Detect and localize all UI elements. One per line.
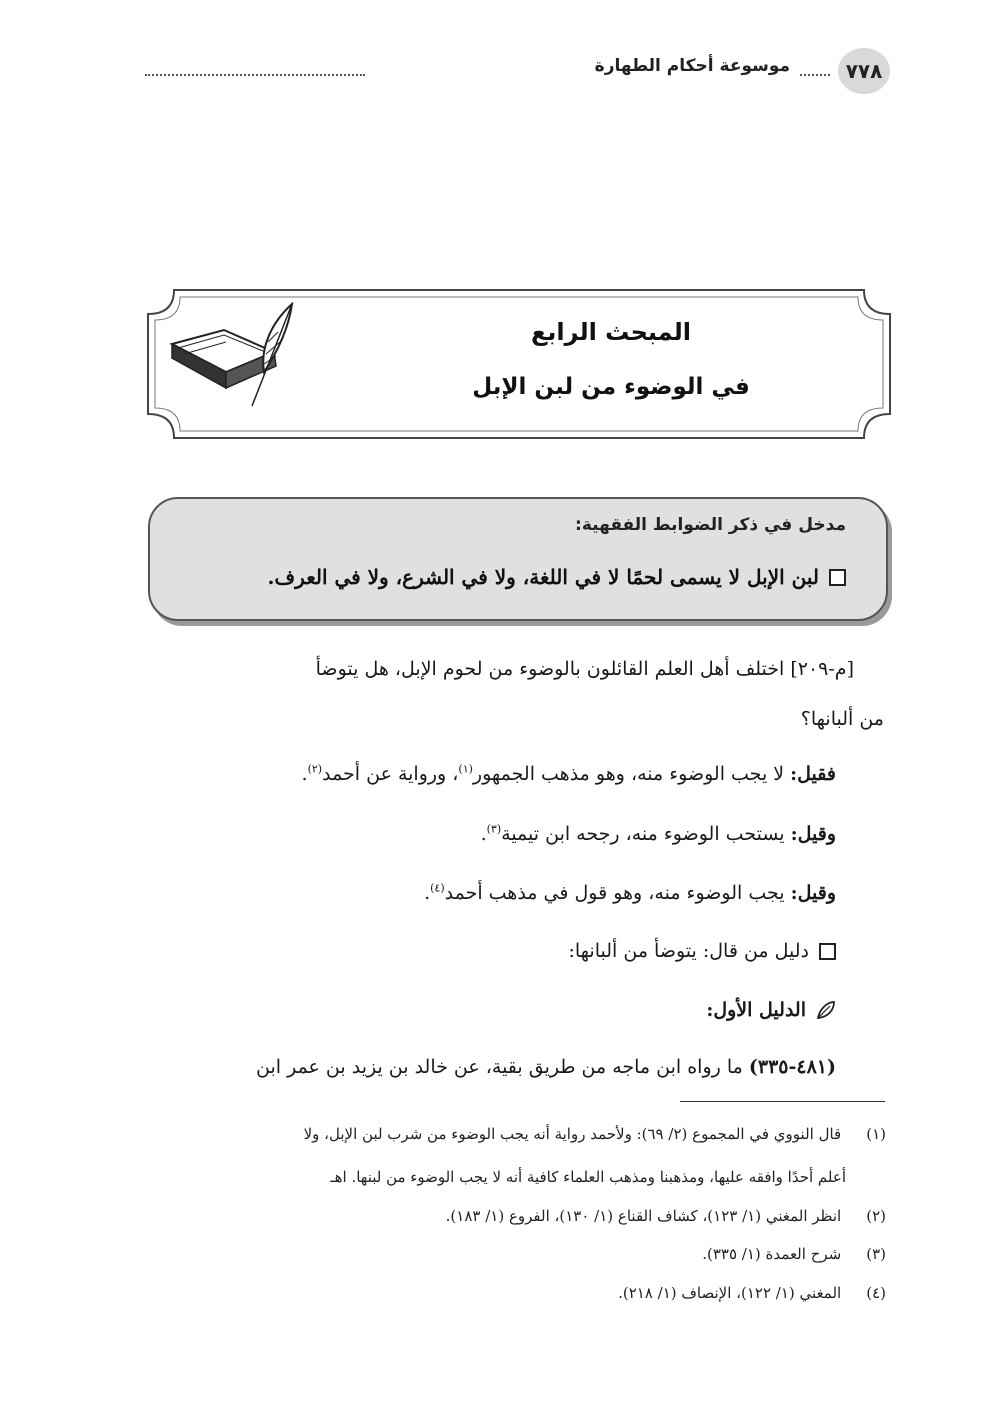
opinion-1-text-2: ، ورواية عن أحمد <box>322 763 459 785</box>
header-dots-left <box>145 74 365 76</box>
footnote-1-cont: أعلم أحدًا وافقه عليها، ومذهبنا ومذهب العلماء كافية أنه لا يجب الوضوء من لبنها. اهـ <box>330 1168 846 1186</box>
footnote-ref-2[interactable]: (٢) <box>307 762 323 776</box>
chapter-title: المبحث الرابع <box>531 318 691 346</box>
footnote-2-text: انظر المغني (١/ ١٢٣)، كشاف القناع (١/ ١٣٠)، الفروع (١/ ١٨٣). <box>445 1207 842 1225</box>
footnote-4 <box>618 1284 886 1302</box>
footnote-4-text: المغني (١/ ١٢٢)، الإنصاف (١/ ٢١٨). <box>618 1284 842 1302</box>
intro-rule <box>267 565 846 589</box>
intro-heading: مدخل في ذكر الضوابط الفقهية: <box>575 515 846 535</box>
footnote-3-num: (٣) <box>866 1245 886 1263</box>
footnote-separator <box>680 1101 885 1102</box>
book-title: موسوعة أحكام الطهارة <box>589 56 796 76</box>
footnote-1-num: (١) <box>866 1125 886 1143</box>
opinion-2-end: . <box>480 823 487 845</box>
opinion-2 <box>480 822 836 845</box>
checkbox-icon <box>819 943 836 960</box>
leaf-bullet-icon <box>816 1000 836 1020</box>
opinion-3-lead: وقيل: <box>790 882 836 904</box>
opinion-3 <box>424 881 836 904</box>
footnote-2-num: (٢) <box>866 1207 886 1225</box>
intro-box <box>148 497 888 621</box>
header-dots-right <box>800 74 830 76</box>
footnote-2 <box>446 1207 886 1225</box>
hadith-line <box>256 1058 836 1077</box>
page-header <box>145 48 890 98</box>
footnote-4-num: (٤) <box>866 1284 886 1302</box>
checkbox-icon <box>829 569 846 586</box>
hadith-text: ما رواه ابن ماجه من طريق بقية، عن خالد بن يزيد بن عمر ابن <box>256 1056 749 1078</box>
footnote-3-text: شرح العمدة (١/ ٣٣٥). <box>702 1245 842 1263</box>
opinion-2-text: يستحب الوضوء منه، رجحه ابن تيمية <box>501 823 791 845</box>
opinion-1-text: لا يجب الوضوء منه، وهو مذهب الجمهور <box>472 763 791 785</box>
footnote-1-line-1: قال النووي في المجموع (٢/ ٦٩): ولأحمد رواية أنه يجب الوضوء من شرب لبن الإبل، ولا <box>303 1125 842 1143</box>
footnote-ref-1[interactable]: (١) <box>458 762 473 776</box>
chapter-subtitle: في الوضوء من لبن الإبل <box>472 374 750 400</box>
footnote-3 <box>702 1245 886 1263</box>
issue-line-1: [م-٢٠٩] اختلف أهل العلم القائلون بالوضوء من لحوم الإبل، هل يتوضأ <box>315 658 854 680</box>
footnote-ref-4[interactable]: (٤) <box>430 881 445 895</box>
opinion-3-text: يجب الوضوء منه، وهو قول في مذهب أحمد <box>444 882 791 904</box>
first-evidence <box>706 1000 836 1020</box>
opinion-1-lead: فقيل: <box>790 763 836 785</box>
footnote-ref-3[interactable]: (٣) <box>486 822 502 836</box>
footnote-1 <box>304 1125 886 1143</box>
opinion-1 <box>301 762 836 785</box>
hadith-number: (٤٨١-٣٣٥) <box>748 1056 836 1078</box>
opinion-2-lead: وقيل: <box>790 823 836 845</box>
chapter-title-frame <box>146 288 892 440</box>
evidence-heading <box>568 942 836 961</box>
first-evidence-text: الدليل الأول: <box>706 998 806 1021</box>
opinion-3-end: . <box>424 882 431 904</box>
book-quill-icon <box>164 302 304 412</box>
evidence-heading-text: دليل من قال: يتوضأ من ألبانها: <box>568 940 809 962</box>
page-number: ٧٧٨ <box>838 48 890 94</box>
intro-rule-text: لبن الإبل لا يسمى لحمًا لا في اللغة، ولا في الشرع، ولا في العرف. <box>267 565 819 589</box>
opinion-1-end: . <box>301 763 308 785</box>
issue-line-2: من ألبانها؟ <box>800 708 884 730</box>
